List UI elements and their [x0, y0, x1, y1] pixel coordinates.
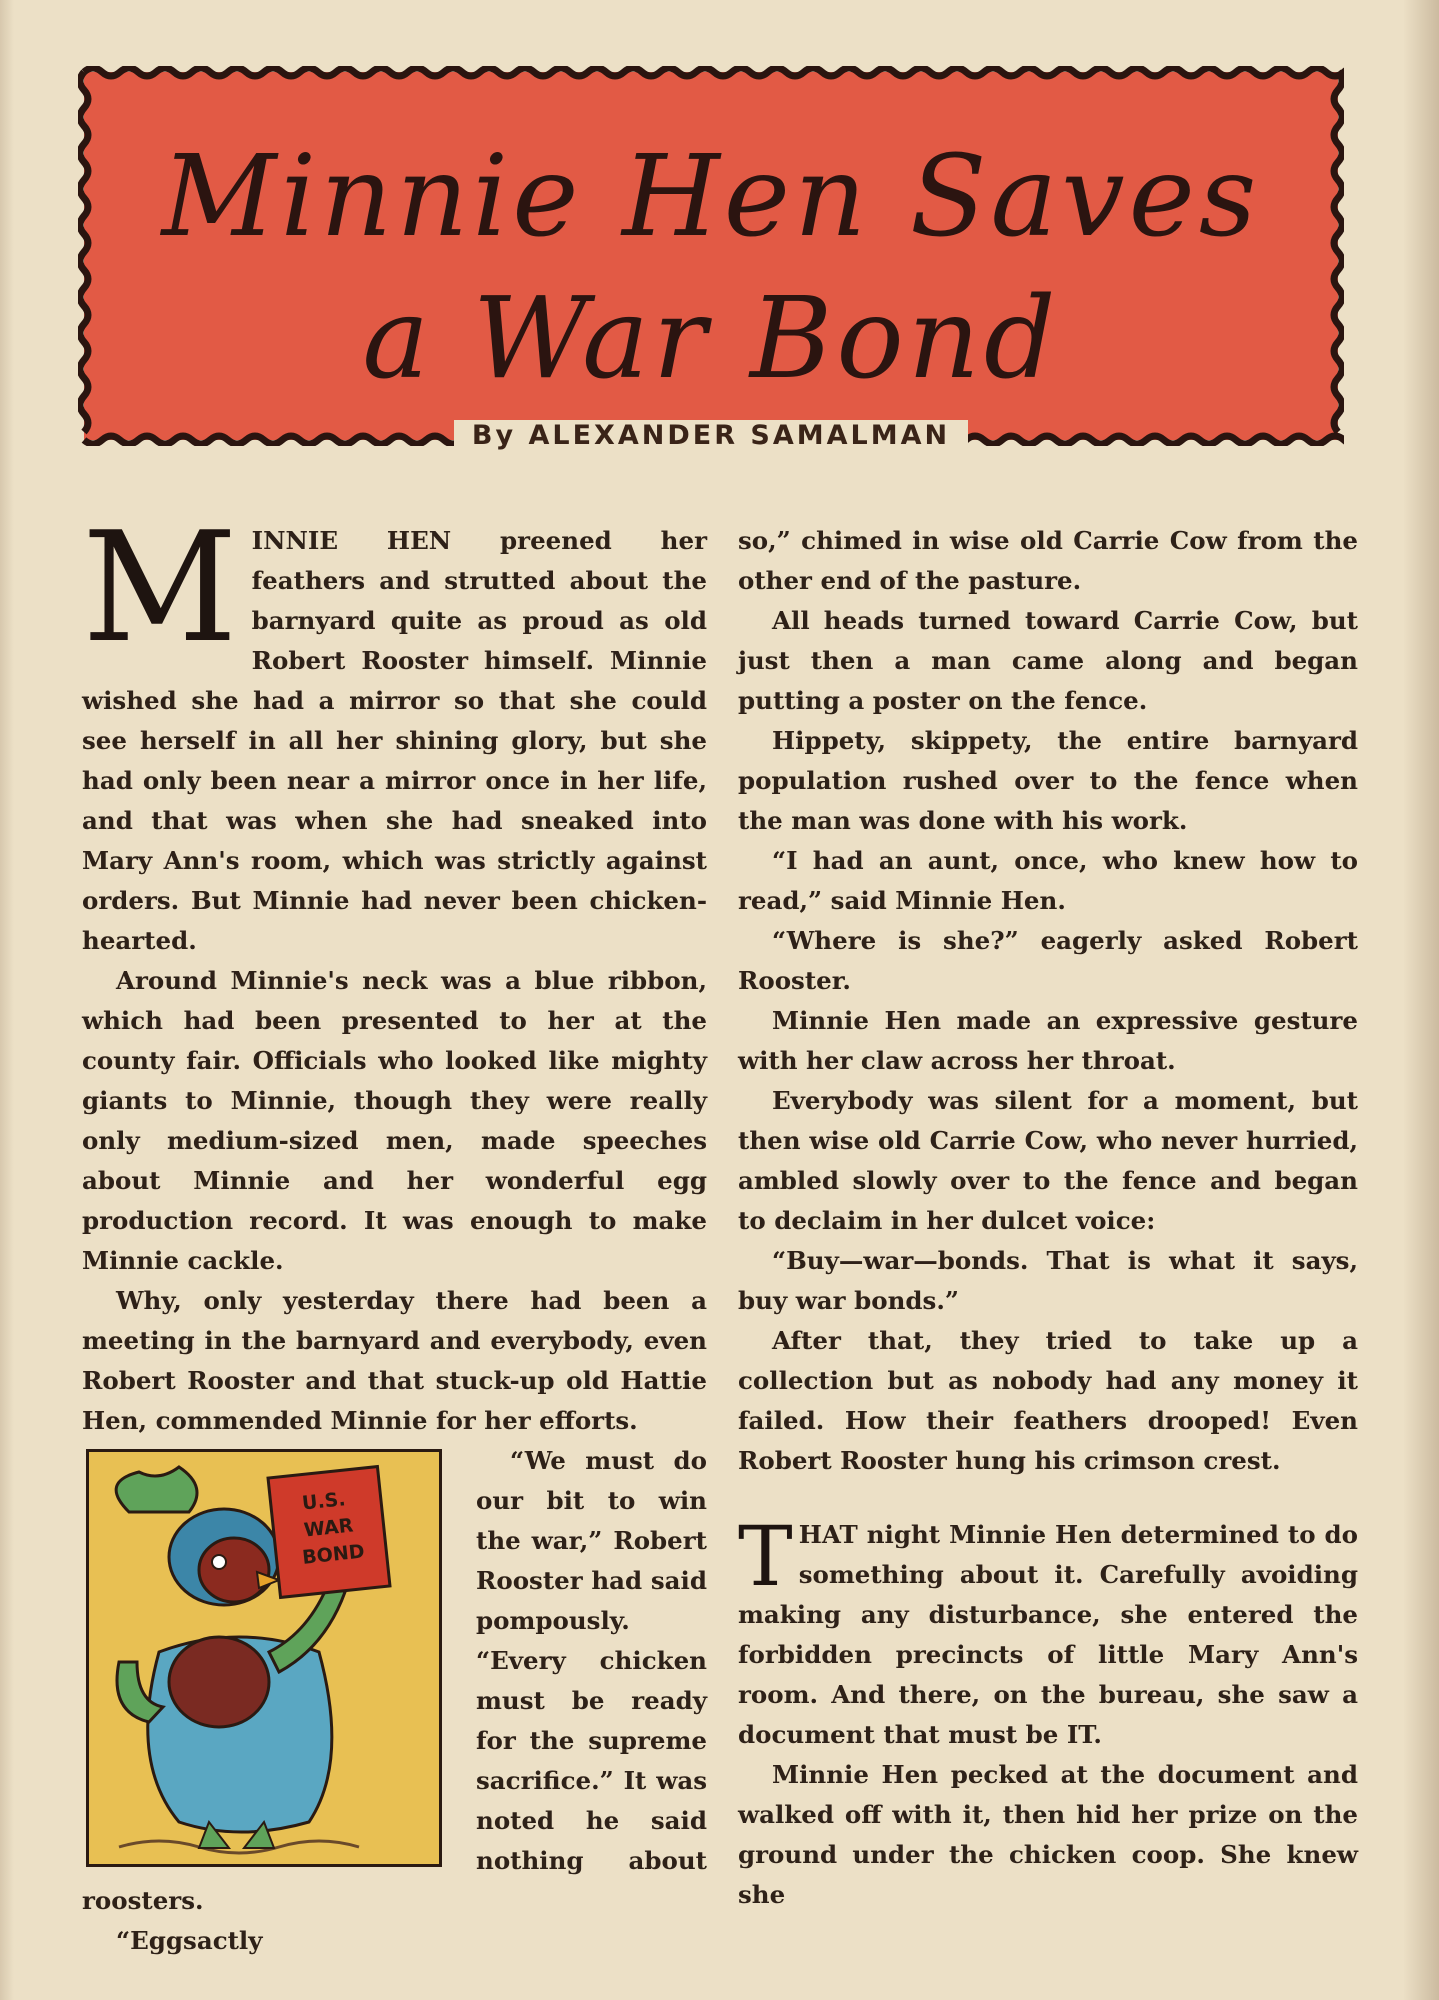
illustration-minnie-hen-war-bond [86, 1449, 442, 1867]
paragraph-12: Everybody was silent for a moment, but then wise old Carrie Cow, who never hurried, ambled slowly over to the fence and began to declaim in her dulcet voice: [738, 1086, 1358, 1235]
paragraph-15 [738, 1510, 1358, 1755]
title-line-2: a War Bond [362, 274, 1060, 404]
paragraph-1-text: INNIE HEN preened her feathers and strutted about the barnyard quite as proud as old Robert Rooster himself. Minnie wished she had a mirror so that she could see herself in all her shining glory, but she had only been near a mirror once in her life, and that was when she had sneaked into Mary Ann's room, which was strictly against orders. But Minnie had never been chicken-hearted. [82, 526, 707, 955]
paragraph-1 [82, 499, 707, 961]
title-banner [78, 66, 1344, 451]
drop-cap-t: T [738, 1510, 793, 1605]
paragraph-10: “Where is she?” eagerly asked Robert Rooster. [738, 926, 1358, 995]
section-break [738, 1481, 1358, 1515]
page-edge-shadow [1403, 0, 1439, 2000]
paragraph-13: “Buy—war—bonds. That is what it says, buy war bonds.” [738, 1246, 1358, 1315]
paragraph-3: Why, only yesterday there had been a meeting in the barnyard and everybody, even Robert Rooster and that stuck-up old Hattie Hen, commended Minnie for her efforts. [82, 1286, 707, 1435]
paragraph-5: “Eggsactly [116, 1926, 263, 1955]
paragraph-4: “We must do our bit to win the war,” Robert Rooster had said pompously. “Every chicken must be ready for the supreme sacrifice.” It was noted he said nothing about roosters. [82, 1446, 707, 1915]
paragraph-8: Hippety, skippety, the entire barnyard population rushed over to the fence when the man was done with his work. [738, 726, 1358, 835]
column-left [82, 499, 707, 1961]
paragraph-6: so,” chimed in wise old Carrie Cow from the other end of the pasture. [738, 526, 1358, 595]
hen-illustration [89, 1452, 439, 1864]
paragraph-7: All heads turned toward Carrie Cow, but just then a man came along and began putting a poster on the fence. [738, 606, 1358, 715]
paragraph-9: “I had an aunt, once, who knew how to read,” said Minnie Hen. [738, 846, 1358, 915]
column-right [738, 521, 1358, 1915]
title-line-1: Minnie Hen Saves [161, 132, 1261, 262]
paragraph-14: After that, they tried to take up a collection but as nobody had any money it failed. How their feathers drooped! Even Robert Rooster hung his crimson crest. [738, 1326, 1358, 1475]
byline-text: By ALEXANDER SAMALMAN [454, 420, 968, 451]
paragraph-2: Around Minnie's neck was a blue ribbon, which had been presented to her at the county fair. Officials who looked like mighty giants to Minnie, though they were really only medium-sized men, made speeches about Minnie and her wonderful egg production record. It was enough to make Minnie cackle. [82, 966, 707, 1275]
paragraph-11: Minnie Hen made an expressive gesture with her claw across her throat. [738, 1006, 1358, 1075]
paragraph-15-text: HAT night Minnie Hen determined to do something about it. Carefully avoiding making any disturbance, she entered the forbidden precincts of little Mary Ann's room. And there, on the bureau, she saw a document that must be IT. [738, 1520, 1358, 1749]
sign-text-war: WAR [302, 1514, 355, 1542]
sign-text-bond: BOND [301, 1540, 366, 1569]
sign-text-us: U.S. [300, 1488, 347, 1515]
drop-cap-m: M [82, 499, 238, 676]
article-title [78, 126, 1344, 410]
page-fold-shadow [0, 0, 14, 2000]
byline [78, 420, 1344, 451]
paragraph-16: Minnie Hen pecked at the document and walked off with it, then hid her prize on the ground under the chicken coop. She knew she [738, 1760, 1358, 1909]
